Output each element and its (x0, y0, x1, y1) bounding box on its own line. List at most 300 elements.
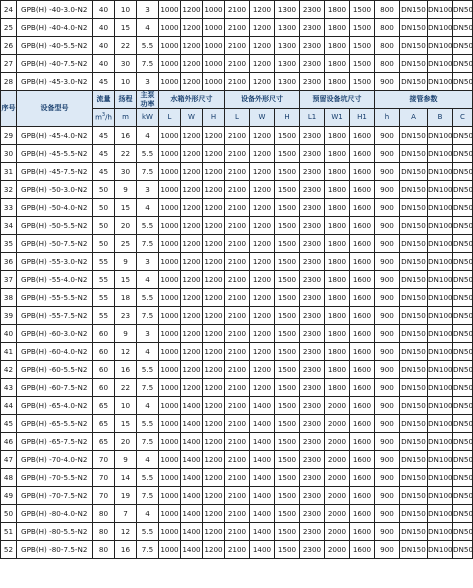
cell-model: GPB(H) -70-4.0-N2 (17, 451, 93, 469)
cell-tank-w: 1200 (181, 73, 203, 91)
cell-lift: 30 (115, 163, 137, 181)
cell-equip-w: 1400 (250, 523, 275, 541)
cell-pipe-c: DN50 (453, 271, 473, 289)
table-row (1, 1, 473, 19)
cell-seq: 35 (1, 235, 17, 253)
cell-tank-w: 1200 (181, 235, 203, 253)
cell-pipe-a: DN150 (400, 433, 428, 451)
cell-tank-h: 1200 (203, 307, 225, 325)
cell-pipe-c: DN50 (453, 73, 473, 91)
cell-tank-l: 1000 (159, 127, 181, 145)
cell-pit-w1: 1800 (325, 55, 350, 73)
cell-tank-h: 1200 (203, 469, 225, 487)
table-row (1, 55, 473, 73)
cell-model: GPB(H) -55-5.5-N2 (17, 289, 93, 307)
cell-pit-w1: 1800 (325, 271, 350, 289)
cell-equip-l: 2100 (225, 505, 250, 523)
cell-flow: 60 (93, 379, 115, 397)
cell-equip-h: 1500 (275, 433, 300, 451)
cell-model: GPB(H) -70-7.5-N2 (17, 487, 93, 505)
table-row (1, 19, 473, 37)
cell-tank-h: 1200 (203, 145, 225, 163)
cell-model: GPB(H) -50-7.5-N2 (17, 235, 93, 253)
cell-seq: 34 (1, 217, 17, 235)
cell-tank-w: 1200 (181, 325, 203, 343)
cell-pit-w1: 1800 (325, 379, 350, 397)
cell-equip-h: 1500 (275, 451, 300, 469)
cell-tank-h: 1200 (203, 415, 225, 433)
cell-tank-h: 1200 (203, 235, 225, 253)
cell-pipe-a: DN150 (400, 343, 428, 361)
cell-pit-l1: 2300 (300, 199, 325, 217)
cell-pipe-b: DN100 (428, 361, 453, 379)
cell-model: GPB(H) -55-3.0-N2 (17, 253, 93, 271)
cell-pit-w1: 2000 (325, 415, 350, 433)
cell-pipe-c: DN50 (453, 433, 473, 451)
cell-pipe-b: DN100 (428, 523, 453, 541)
header-model: 设备型号 (17, 91, 93, 127)
header-pump-power-line2: 功率 (140, 99, 155, 108)
cell-lift: 9 (115, 325, 137, 343)
cell-pipe-b: DN100 (428, 199, 453, 217)
cell-lift: 15 (115, 19, 137, 37)
cell-pipe-c: DN50 (453, 343, 473, 361)
cell-seq: 33 (1, 199, 17, 217)
cell-pit-h1: 1600 (350, 181, 375, 199)
cell-tank-w: 1200 (181, 19, 203, 37)
cell-pipe-a: DN150 (400, 397, 428, 415)
header-pump-power-line1: 主泵 (140, 91, 155, 100)
cell-equip-l: 2100 (225, 379, 250, 397)
cell-flow: 65 (93, 415, 115, 433)
cell-pit-h1: 1600 (350, 415, 375, 433)
cell-tank-w: 1400 (181, 415, 203, 433)
cell-pit-l1: 2300 (300, 397, 325, 415)
cell-equip-l: 2100 (225, 127, 250, 145)
cell-seq: 37 (1, 271, 17, 289)
cell-tank-w: 1200 (181, 199, 203, 217)
cell-power: 5.5 (137, 289, 159, 307)
cell-pipe-a: DN150 (400, 505, 428, 523)
cell-equip-l: 2100 (225, 217, 250, 235)
cell-pipe-h: 900 (375, 541, 400, 559)
sub-header-cell: W (181, 109, 203, 127)
cell-pit-w1: 1800 (325, 19, 350, 37)
cell-pit-h1: 1600 (350, 433, 375, 451)
cell-tank-h: 1200 (203, 289, 225, 307)
table-body-top (1, 0, 473, 91)
cell-pit-h1: 1600 (350, 451, 375, 469)
cell-model: GPB(H) -40-3.0-N2 (17, 1, 93, 19)
cell-equip-w: 1400 (250, 487, 275, 505)
table-row (1, 415, 473, 433)
sub-header-cell: W1 (325, 109, 350, 127)
cell-pit-l1: 2300 (300, 451, 325, 469)
cell-tank-w: 1200 (181, 379, 203, 397)
cell-tank-w: 1400 (181, 523, 203, 541)
sub-header-cell: B (428, 109, 453, 127)
cell-pit-h1: 1500 (350, 37, 375, 55)
cell-pipe-a: DN150 (400, 163, 428, 181)
cell-lift: 14 (115, 469, 137, 487)
cell-power: 5.5 (137, 415, 159, 433)
cell-pit-w1: 2000 (325, 451, 350, 469)
cell-power: 5.5 (137, 361, 159, 379)
cell-model: GPB(H) -40-5.5-N2 (17, 37, 93, 55)
cell-tank-l: 1000 (159, 37, 181, 55)
cell-tank-w: 1200 (181, 343, 203, 361)
cell-flow: 50 (93, 199, 115, 217)
cell-pit-w1: 2000 (325, 523, 350, 541)
cell-pit-l1: 2300 (300, 361, 325, 379)
cell-tank-w: 1200 (181, 307, 203, 325)
cell-equip-l: 2100 (225, 361, 250, 379)
cell-equip-h: 1300 (275, 19, 300, 37)
cell-pit-w1: 2000 (325, 487, 350, 505)
cell-tank-w: 1200 (181, 163, 203, 181)
cell-pit-w1: 2000 (325, 505, 350, 523)
cell-tank-h: 1000 (203, 1, 225, 19)
cell-pipe-a: DN150 (400, 181, 428, 199)
cell-tank-h: 1000 (203, 37, 225, 55)
cell-pit-h1: 1600 (350, 163, 375, 181)
cell-pit-w1: 1800 (325, 361, 350, 379)
cell-pipe-b: DN100 (428, 379, 453, 397)
cell-pipe-b: DN100 (428, 325, 453, 343)
cell-equip-l: 2100 (225, 541, 250, 559)
cell-pipe-a: DN150 (400, 487, 428, 505)
sub-header-cell: H (203, 109, 225, 127)
cell-model: GPB(H) -45-4.0-N2 (17, 127, 93, 145)
table-row (1, 271, 473, 289)
cell-lift: 20 (115, 217, 137, 235)
cell-lift: 15 (115, 415, 137, 433)
cell-tank-l: 1000 (159, 325, 181, 343)
cell-pipe-a: DN150 (400, 73, 428, 91)
cell-tank-h: 1200 (203, 397, 225, 415)
cell-equip-l: 2100 (225, 199, 250, 217)
cell-pipe-h: 900 (375, 379, 400, 397)
cell-pit-w1: 1800 (325, 37, 350, 55)
unit-flow-sup: 3 (101, 112, 106, 119)
cell-tank-l: 1000 (159, 433, 181, 451)
cell-seq: 38 (1, 289, 17, 307)
cell-pit-l1: 2300 (300, 145, 325, 163)
cell-tank-w: 1200 (181, 289, 203, 307)
cell-pipe-a: DN150 (400, 271, 428, 289)
sub-header-cell: W (250, 109, 275, 127)
cell-pit-w1: 1800 (325, 199, 350, 217)
cell-pit-h1: 1500 (350, 55, 375, 73)
cell-pipe-c: DN50 (453, 487, 473, 505)
cell-flow: 80 (93, 505, 115, 523)
cell-tank-w: 1200 (181, 1, 203, 19)
cell-pipe-a: DN150 (400, 199, 428, 217)
cell-tank-l: 1000 (159, 451, 181, 469)
cell-tank-l: 1000 (159, 55, 181, 73)
cell-flow: 55 (93, 253, 115, 271)
header-equip-dims: 设备外形尺寸 (225, 91, 300, 109)
cell-pit-w1: 1800 (325, 217, 350, 235)
cell-equip-h: 1500 (275, 379, 300, 397)
cell-power: 4 (137, 343, 159, 361)
table-row (1, 217, 473, 235)
cell-pipe-b: DN100 (428, 55, 453, 73)
cell-pit-h1: 1600 (350, 145, 375, 163)
cell-seq: 50 (1, 505, 17, 523)
cell-tank-h: 1000 (203, 19, 225, 37)
cell-equip-h: 1500 (275, 253, 300, 271)
cell-lift: 12 (115, 343, 137, 361)
cell-pit-h1: 1600 (350, 343, 375, 361)
cell-equip-h: 1500 (275, 163, 300, 181)
cell-pit-l1: 2300 (300, 37, 325, 55)
cell-equip-h: 1500 (275, 397, 300, 415)
table-row (1, 127, 473, 145)
cell-tank-h: 1000 (203, 55, 225, 73)
cell-pit-w1: 1800 (325, 1, 350, 19)
cell-equip-w: 1200 (250, 163, 275, 181)
cell-tank-w: 1200 (181, 253, 203, 271)
cell-tank-w: 1200 (181, 127, 203, 145)
cell-model: GPB(H) -55-7.5-N2 (17, 307, 93, 325)
table-row (1, 343, 473, 361)
cell-pit-l1: 2300 (300, 325, 325, 343)
cell-model: GPB(H) -40-4.0-N2 (17, 19, 93, 37)
cell-pipe-h: 900 (375, 415, 400, 433)
cell-pipe-a: DN150 (400, 541, 428, 559)
cell-pipe-b: DN100 (428, 469, 453, 487)
cell-seq: 47 (1, 451, 17, 469)
cell-model: GPB(H) -80-7.5-N2 (17, 541, 93, 559)
cell-tank-l: 1000 (159, 415, 181, 433)
cell-seq: 41 (1, 343, 17, 361)
cell-lift: 19 (115, 487, 137, 505)
cell-seq: 49 (1, 487, 17, 505)
cell-flow: 40 (93, 37, 115, 55)
cell-equip-h: 1500 (275, 181, 300, 199)
cell-seq: 28 (1, 73, 17, 91)
cell-lift: 12 (115, 523, 137, 541)
cell-equip-w: 1400 (250, 415, 275, 433)
cell-flow: 60 (93, 325, 115, 343)
cell-equip-w: 1200 (250, 19, 275, 37)
cell-pipe-h: 900 (375, 361, 400, 379)
cell-pipe-a: DN150 (400, 379, 428, 397)
cell-pit-w1: 1800 (325, 343, 350, 361)
cell-flow: 65 (93, 397, 115, 415)
cell-power: 5.5 (137, 523, 159, 541)
table-body-main (1, 127, 473, 559)
cell-pit-w1: 2000 (325, 469, 350, 487)
cell-equip-l: 2100 (225, 1, 250, 19)
cell-pipe-c: DN50 (453, 541, 473, 559)
cell-model: GPB(H) -65-5.5-N2 (17, 415, 93, 433)
cell-tank-l: 1000 (159, 487, 181, 505)
cell-lift: 22 (115, 145, 137, 163)
cell-tank-h: 1000 (203, 73, 225, 91)
cell-equip-w: 1400 (250, 505, 275, 523)
cell-tank-w: 1400 (181, 505, 203, 523)
cell-equip-w: 1200 (250, 145, 275, 163)
cell-tank-h: 1200 (203, 523, 225, 541)
cell-lift: 10 (115, 397, 137, 415)
cell-equip-l: 2100 (225, 55, 250, 73)
cell-pipe-a: DN150 (400, 523, 428, 541)
cell-pipe-a: DN150 (400, 145, 428, 163)
cell-pipe-c: DN50 (453, 127, 473, 145)
sub-header-cell: L1 (300, 109, 325, 127)
cell-tank-l: 1000 (159, 181, 181, 199)
cell-pipe-b: DN100 (428, 271, 453, 289)
cell-seq: 45 (1, 415, 17, 433)
cell-pipe-a: DN150 (400, 127, 428, 145)
cell-equip-l: 2100 (225, 451, 250, 469)
cell-pit-w1: 2000 (325, 541, 350, 559)
cell-power: 4 (137, 271, 159, 289)
table-row (1, 433, 473, 451)
sub-header-cell: C (453, 109, 473, 127)
cell-power: 4 (137, 451, 159, 469)
cell-pipe-b: DN100 (428, 163, 453, 181)
cell-pipe-h: 900 (375, 307, 400, 325)
table-row (1, 235, 473, 253)
cell-pipe-b: DN100 (428, 217, 453, 235)
cell-pit-l1: 2300 (300, 181, 325, 199)
sub-header-cell: h (375, 109, 400, 127)
cell-pipe-h: 900 (375, 433, 400, 451)
cell-pipe-a: DN150 (400, 37, 428, 55)
cell-pit-h1: 1600 (350, 505, 375, 523)
cell-tank-w: 1400 (181, 451, 203, 469)
cell-flow: 50 (93, 235, 115, 253)
cell-equip-w: 1200 (250, 217, 275, 235)
cell-tank-l: 1000 (159, 505, 181, 523)
cell-pipe-b: DN100 (428, 145, 453, 163)
cell-lift: 10 (115, 1, 137, 19)
cell-tank-l: 1000 (159, 271, 181, 289)
cell-tank-w: 1400 (181, 487, 203, 505)
cell-equip-h: 1300 (275, 73, 300, 91)
cell-equip-w: 1200 (250, 253, 275, 271)
cell-pipe-b: DN100 (428, 235, 453, 253)
cell-equip-w: 1400 (250, 433, 275, 451)
unit-power: kW (137, 109, 159, 127)
cell-model: GPB(H) -65-7.5-N2 (17, 433, 93, 451)
cell-equip-l: 2100 (225, 163, 250, 181)
cell-tank-h: 1200 (203, 199, 225, 217)
sub-header-cell: L (159, 109, 181, 127)
cell-equip-h: 1500 (275, 343, 300, 361)
cell-pipe-a: DN150 (400, 289, 428, 307)
cell-pit-w1: 1800 (325, 145, 350, 163)
cell-flow: 55 (93, 289, 115, 307)
cell-equip-h: 1500 (275, 415, 300, 433)
table-row (1, 307, 473, 325)
cell-model: GPB(H) -60-4.0-N2 (17, 343, 93, 361)
cell-seq: 24 (1, 1, 17, 19)
cell-equip-l: 2100 (225, 523, 250, 541)
cell-pit-h1: 1600 (350, 397, 375, 415)
cell-pipe-a: DN150 (400, 253, 428, 271)
cell-equip-l: 2100 (225, 145, 250, 163)
cell-power: 4 (137, 19, 159, 37)
cell-pipe-a: DN150 (400, 19, 428, 37)
cell-pit-l1: 2300 (300, 541, 325, 559)
cell-pipe-c: DN50 (453, 325, 473, 343)
cell-tank-l: 1000 (159, 379, 181, 397)
cell-tank-h: 1200 (203, 343, 225, 361)
cell-model: GPB(H) -60-3.0-N2 (17, 325, 93, 343)
cell-pit-l1: 2300 (300, 271, 325, 289)
cell-pipe-a: DN150 (400, 217, 428, 235)
cell-pit-h1: 1600 (350, 289, 375, 307)
table-row (1, 451, 473, 469)
cell-lift: 16 (115, 127, 137, 145)
cell-flow: 70 (93, 451, 115, 469)
cell-pipe-c: DN50 (453, 523, 473, 541)
cell-equip-l: 2100 (225, 37, 250, 55)
cell-tank-h: 1200 (203, 433, 225, 451)
cell-pit-h1: 1600 (350, 235, 375, 253)
cell-equip-h: 1500 (275, 235, 300, 253)
cell-lift: 22 (115, 379, 137, 397)
cell-lift: 9 (115, 451, 137, 469)
cell-pipe-b: DN100 (428, 37, 453, 55)
cell-pipe-c: DN50 (453, 217, 473, 235)
cell-seq: 31 (1, 163, 17, 181)
cell-equip-w: 1200 (250, 271, 275, 289)
cell-tank-w: 1400 (181, 433, 203, 451)
cell-flow: 60 (93, 361, 115, 379)
cell-pipe-b: DN100 (428, 127, 453, 145)
cell-pipe-h: 900 (375, 523, 400, 541)
cell-tank-l: 1000 (159, 217, 181, 235)
cell-equip-h: 1500 (275, 541, 300, 559)
cell-tank-w: 1400 (181, 469, 203, 487)
cell-tank-l: 1000 (159, 73, 181, 91)
cell-pit-l1: 2300 (300, 127, 325, 145)
cell-equip-w: 1200 (250, 325, 275, 343)
cell-equip-w: 1200 (250, 235, 275, 253)
cell-model: GPB(H) -50-4.0-N2 (17, 199, 93, 217)
cell-pit-w1: 1800 (325, 181, 350, 199)
cell-lift: 15 (115, 271, 137, 289)
cell-pit-l1: 2300 (300, 163, 325, 181)
header-row-1 (1, 91, 473, 109)
cell-equip-l: 2100 (225, 271, 250, 289)
cell-tank-w: 1200 (181, 217, 203, 235)
cell-pit-l1: 2300 (300, 1, 325, 19)
cell-equip-w: 1200 (250, 127, 275, 145)
table-row (1, 469, 473, 487)
sub-header-cell: H1 (350, 109, 375, 127)
cell-tank-l: 1000 (159, 343, 181, 361)
unit-lift: m (115, 109, 137, 127)
cell-pipe-c: DN50 (453, 163, 473, 181)
cell-pipe-h: 800 (375, 1, 400, 19)
cell-pipe-h: 900 (375, 217, 400, 235)
cell-pipe-h: 900 (375, 469, 400, 487)
cell-pipe-h: 900 (375, 289, 400, 307)
cell-pipe-h: 800 (375, 55, 400, 73)
cell-pipe-c: DN50 (453, 1, 473, 19)
cell-flow: 80 (93, 523, 115, 541)
cell-pit-h1: 1600 (350, 469, 375, 487)
cell-pipe-h: 900 (375, 397, 400, 415)
cell-model: GPB(H) -65-4.0-N2 (17, 397, 93, 415)
cell-pit-w1: 1800 (325, 307, 350, 325)
